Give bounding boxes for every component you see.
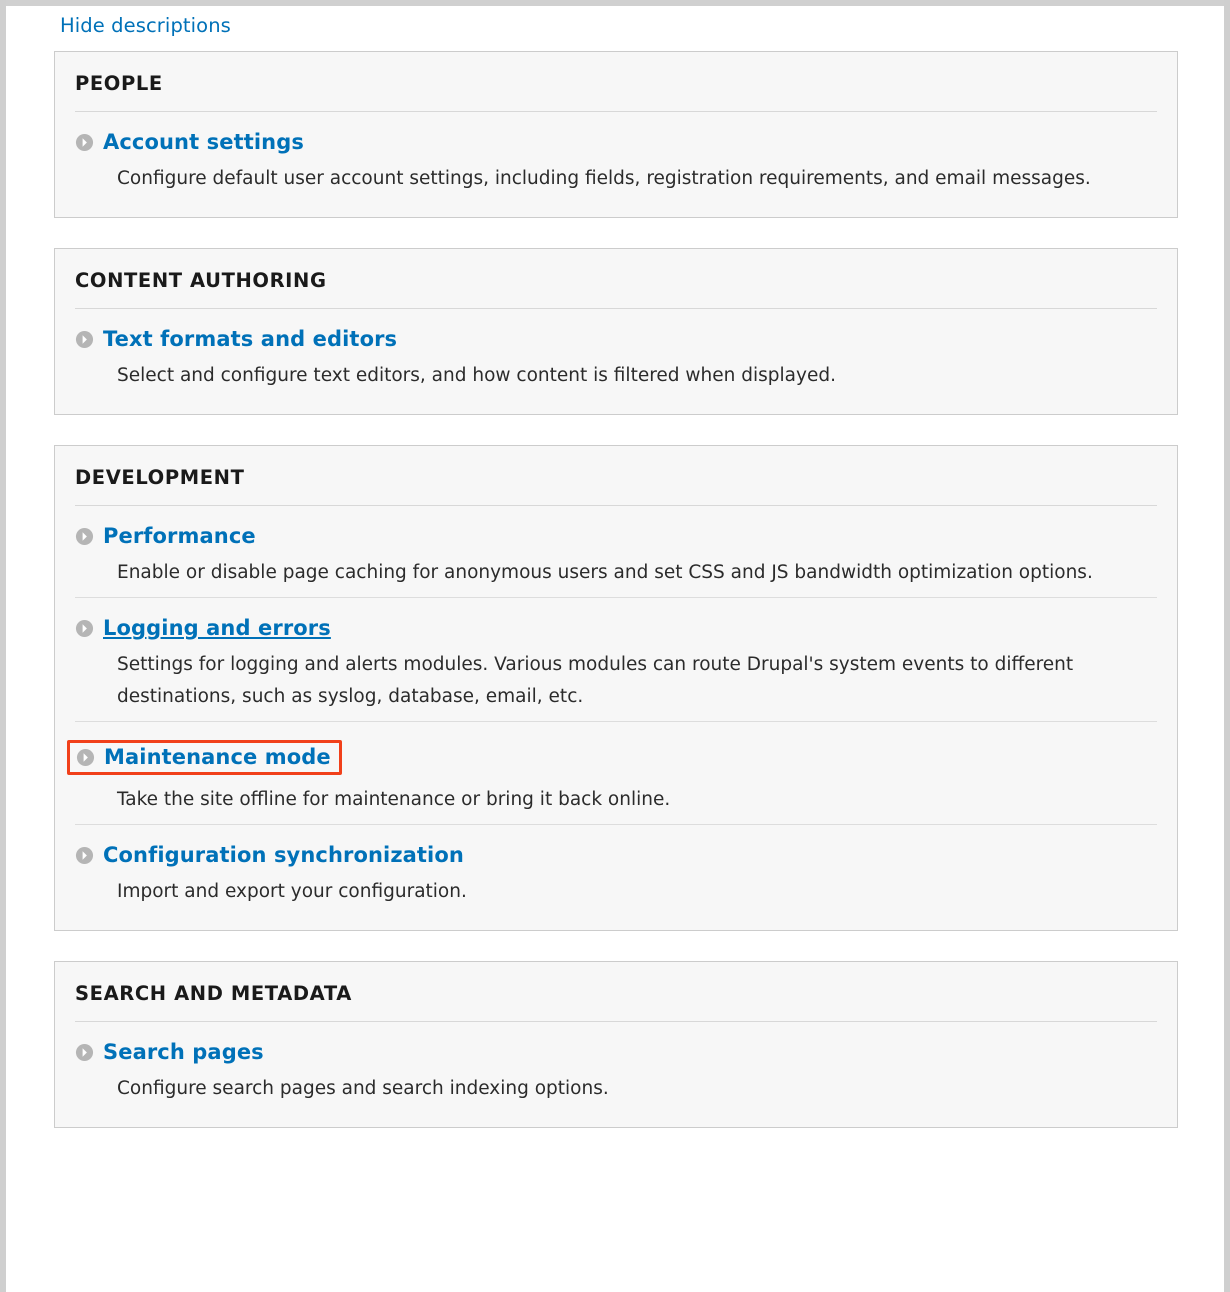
hide-descriptions-link[interactable]: Hide descriptions — [60, 14, 231, 37]
config-item-link[interactable]: Performance — [103, 524, 256, 548]
config-list-container — [6, 6, 1224, 1292]
config-item-link[interactable]: Configuration synchronization — [103, 843, 464, 867]
config-item-link[interactable]: Search pages — [103, 1040, 264, 1064]
config-item-link[interactable]: Account settings — [103, 130, 304, 154]
config-item-description: Import and export your configuration. — [117, 881, 467, 902]
section-content-authoring — [54, 248, 1178, 415]
config-item-header — [76, 745, 331, 769]
section-search-and-metadata — [54, 961, 1178, 1128]
section-people — [54, 51, 1178, 218]
section-title: DEVELOPMENT — [75, 446, 1157, 506]
config-item-link[interactable]: Logging and errors — [103, 616, 331, 640]
chevron-circle-right-icon — [76, 748, 95, 767]
section-title: CONTENT AUTHORING — [75, 249, 1157, 309]
section-title: SEARCH AND METADATA — [75, 962, 1157, 1022]
config-item-header — [75, 130, 1157, 154]
config-item-description: Configure default user account settings, including fields, registration requirements, and email messages. — [117, 168, 1091, 189]
config-item-configuration-synchronization — [75, 825, 1157, 916]
config-item-description: Configure search pages and search indexing options. — [117, 1078, 609, 1099]
config-item-performance — [75, 506, 1157, 598]
config-item-link[interactable]: Text formats and editors — [103, 327, 398, 351]
config-item-header — [75, 524, 1157, 548]
config-item-account-settings — [75, 112, 1157, 203]
config-item-logging-and-errors — [75, 598, 1157, 722]
chevron-circle-right-icon — [75, 1043, 94, 1062]
config-item-header — [75, 843, 1157, 867]
config-item-description: Select and configure text editors, and how content is filtered when displayed. — [117, 365, 836, 386]
selection-highlight-box — [67, 740, 342, 775]
section-development — [54, 445, 1178, 931]
config-item-link[interactable]: Maintenance mode — [104, 745, 331, 769]
config-item-header — [75, 616, 1157, 640]
config-item-description: Settings for logging and alerts modules. Various modules can route Drupal's system events to different destinations, such as syslog, database, email, etc. — [117, 654, 1074, 707]
chevron-circle-right-icon — [75, 527, 94, 546]
chevron-circle-right-icon — [75, 133, 94, 152]
chevron-circle-right-icon — [75, 330, 94, 349]
config-item-description: Take the site offline for maintenance or bring it back online. — [117, 789, 671, 810]
config-item-maintenance-mode — [75, 722, 1157, 825]
config-item-text-formats-and-editors — [75, 309, 1157, 400]
config-item-search-pages — [75, 1022, 1157, 1113]
config-item-header — [75, 327, 1157, 351]
chevron-circle-right-icon — [75, 619, 94, 638]
config-item-header — [75, 1040, 1157, 1064]
section-title: PEOPLE — [75, 52, 1157, 112]
config-item-description: Enable or disable page caching for anonymous users and set CSS and JS bandwidth optimization options. — [117, 562, 1093, 583]
chevron-circle-right-icon — [75, 846, 94, 865]
